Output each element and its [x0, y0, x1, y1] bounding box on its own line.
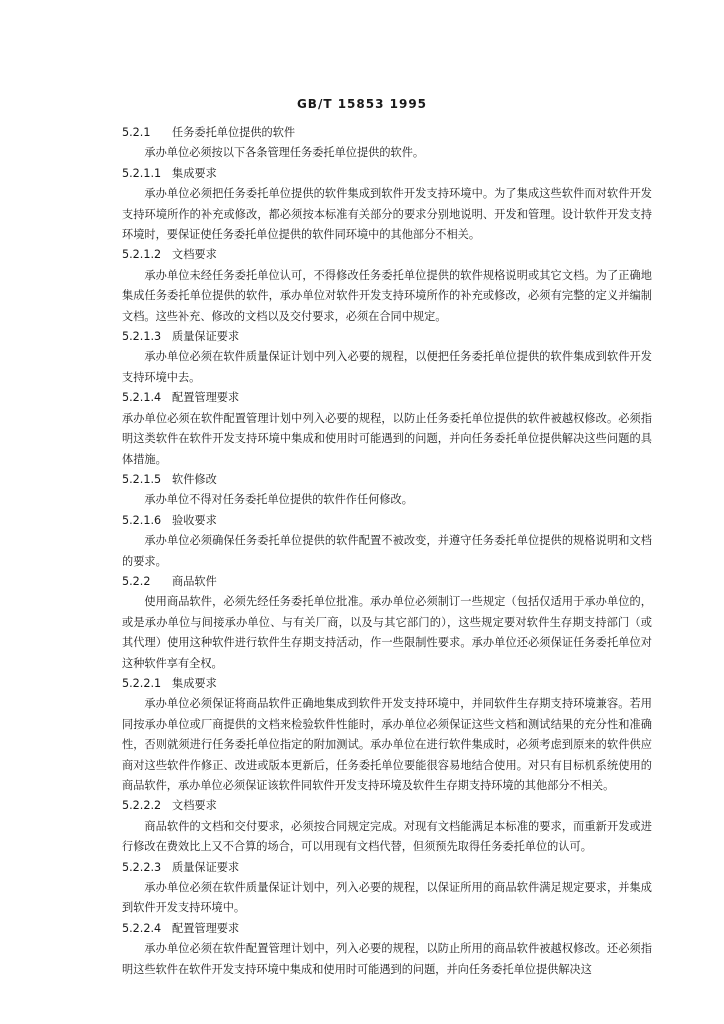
section-heading	[122, 919, 652, 939]
section-title: 文档要求	[172, 799, 217, 813]
paragraph: 承办单位必须在软件配置管理计划中列入必要的规程，以防止任务委托单位提供的软件被越权修改。必须指明这类软件在软件开发支持环境中集成和使用时可能遇到的问题，并向任务委托单位提供解决这些问题的具体措施。	[122, 411, 652, 466]
section-title: 文档要求	[172, 248, 217, 262]
paragraph: 承办单位必须在软件质量保证计划中列入必要的规程，以便把任务委托单位提供的软件集成到软件开发支持环境中去。	[122, 350, 652, 384]
section-number: 5.2.1	[122, 126, 151, 139]
section-title: 商品软件	[172, 574, 217, 588]
section-heading	[122, 327, 652, 347]
paragraph: 承办单位不得对任务委托单位提供的软件作任何修改。	[144, 493, 413, 507]
section-heading	[122, 511, 652, 531]
section-number: 5.2.1.6	[122, 513, 162, 527]
section-heading	[122, 572, 652, 592]
paragraph: 商品软件的文档和交付要求，必须按合同规定完成。对现有文档能满足本标准的要求，而重新开发或进行修改在费效比上又不合算的场合，可以用现有文档代替，但须预先取得任务委托单位的认可。	[122, 819, 652, 854]
paragraph: 承办单位必须把任务委托单位提供的软件集成到软件开发支持环境中。为了集成这些软件而对软件开发支持环境所作的补充或修改，都必须按本标准有关部分的要求分别地说明、开发和管理。设计软件开发支持环境时，要保证使任务委托单位提供的软件同环境中的其他部分不相关。	[122, 187, 652, 242]
page-header: GB/T 15853 1995	[296, 97, 428, 111]
section-title: 配置管理要求	[172, 921, 240, 935]
section-heading	[122, 388, 652, 408]
section-heading	[122, 164, 652, 184]
section-number: 5.2.1.3	[122, 330, 162, 344]
paragraph: 承办单位未经任务委托单位认可，不得修改任务委托单位提供的软件规格说明或其它文档。为了正确地集成任务委托单位提供的软件，承办单位对软件开发支持环境所作的补充或修改，必须有完整的定义并编制文档。这些补充、修改的文档以及交付要求，必须在合同中规定。	[122, 268, 652, 323]
section-number: 5.2.1.4	[122, 391, 162, 405]
section-number: 5.2.2.2	[122, 799, 162, 813]
section-number: 5.2.2.3	[122, 860, 162, 874]
paragraph: 承办单位必须在软件质量保证计划中，列入必要的规程，以保证所用的商品软件满足规定要求，并集成到软件开发支持环境中。	[122, 881, 652, 915]
section-heading	[122, 470, 652, 490]
section-number: 5.2.1.5	[122, 472, 162, 486]
section-heading	[122, 858, 652, 878]
document-body	[122, 123, 652, 980]
section-title: 软件修改	[172, 472, 217, 486]
section-number: 5.2.2.1	[122, 676, 162, 690]
section-title: 质量保证要求	[172, 860, 240, 874]
paragraph: 承办单位必须保证将商品软件正确地集成到软件开发支持环境中，并同软件生存期支持环境兼容。若用同按承办单位或厂商提供的文档来检验软件性能时，承办单位必须保证这些文档和测试结果的充分性和准确性，否则就须进行任务委托单位指定的附加测试。承办单位在进行软件集成时，必须考虑到原来的软件供应商对这些软件作修正、改进或版本更新后，任务委托单位要能很容易地结合使用。对只有目标机系统使用的商品软件，承办单位必须保证该软件同软件开发支持环境及软件生存期支持环境的其他部分不相关。	[122, 697, 652, 792]
paragraph: 承办单位必须按以下各条管理任务委托单位提供的软件。	[144, 146, 425, 160]
section-title: 集成要求	[172, 166, 217, 180]
section-heading	[122, 245, 652, 265]
section-title: 验收要求	[172, 513, 217, 527]
section-number: 5.2.1.2	[122, 248, 162, 262]
section-number: 5.2.2.4	[122, 921, 162, 935]
section-number: 5.2.1.1	[122, 166, 162, 180]
section-title: 质量保证要求	[172, 330, 240, 344]
paragraph: 承办单位必须确保任务委托单位提供的软件配置不被改变，并遵守任务委托单位提供的规格说明和文档的要求。	[122, 534, 652, 568]
section-heading	[122, 674, 652, 694]
section-number: 5.2.2	[122, 574, 151, 588]
section-heading	[122, 123, 652, 143]
section-heading	[122, 796, 652, 816]
paragraph: 使用商品软件，必须先经任务委托单位批准。承办单位必须制订一些规定（包括仅适用于承办单位的，或是承办单位与间接承办单位、与有关厂商，以及与其它部门的），这些规定要对软件生存期支持部门（或其代理）使用这种软件进行软件生存期支持活动，作一些限制性要求。承办单位还必须保证任务委托单位对这种软件享有全权。	[122, 595, 652, 670]
section-title: 配置管理要求	[172, 391, 240, 405]
section-title: 集成要求	[172, 676, 217, 690]
section-title: 任务委托单位提供的软件	[172, 126, 296, 139]
paragraph: 承办单位必须在软件配置管理计划中，列入必要的规程，以防止所用的商品软件被越权修改。还必须指明这些软件在软件开发支持环境中集成和使用时可能遇到的问题，并向任务委托单位提供解决这	[122, 942, 652, 976]
